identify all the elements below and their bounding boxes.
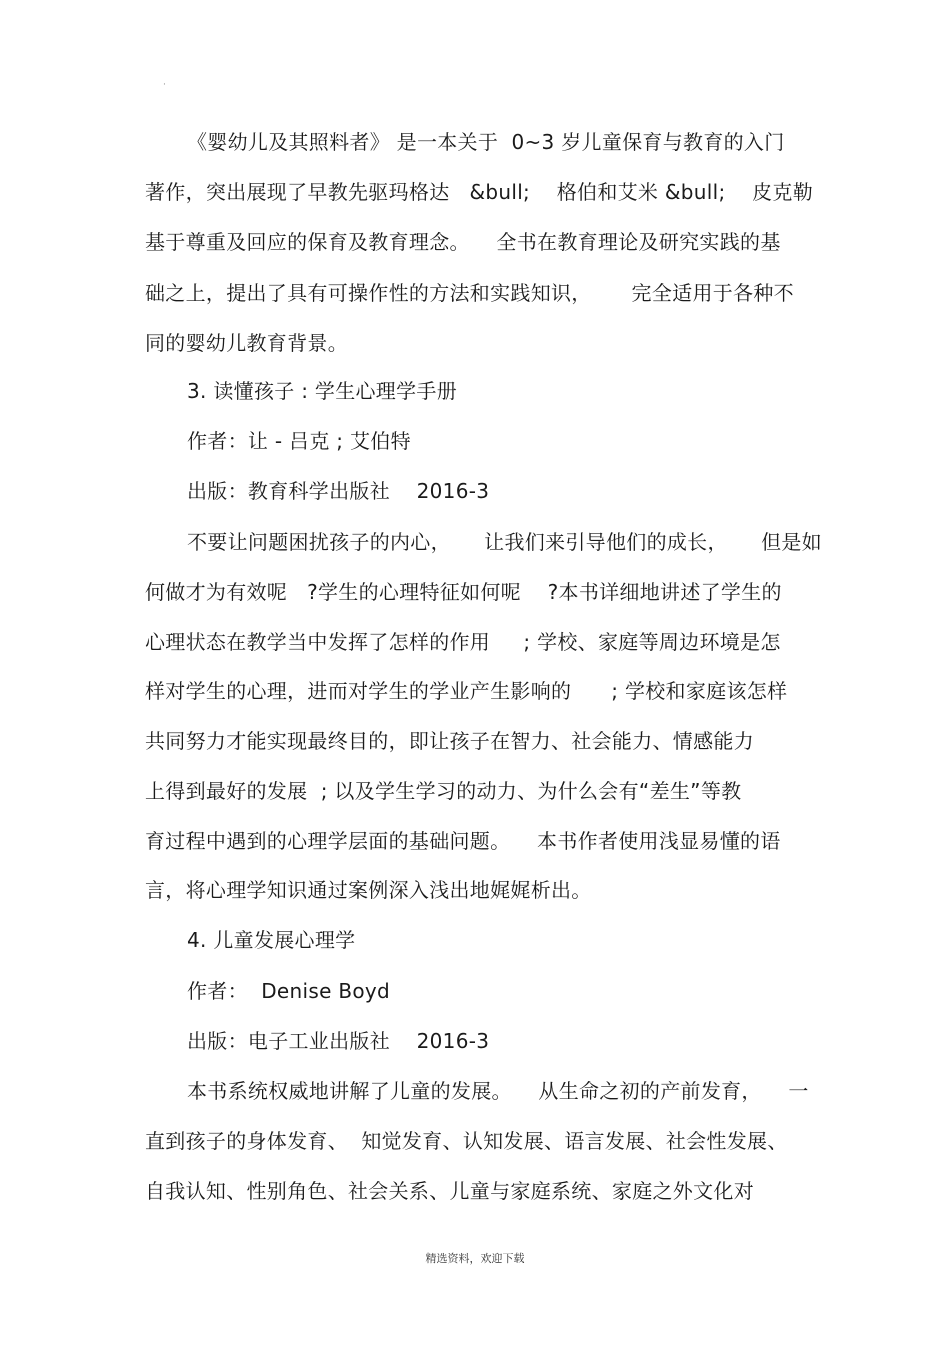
book-heading: 4. 儿童发展心理学 — [187, 928, 356, 952]
paragraph-line: 著作，突出展现了早教先驱玛格达 &bull; 格伯和艾米 &bull; 皮克勒 — [145, 180, 814, 204]
paragraph-line: 直到孩子的身体发育、 知觉发育、认知发展、语言发展、社会性发展、 — [145, 1129, 788, 1153]
paragraph-line: 共同努力才能实现最终目的，即让孩子在智力、社会能力、情感能力 — [145, 729, 754, 753]
paragraph-line: 言，将心理学知识通过案例深入浅出地娓娓析出。 — [145, 878, 592, 902]
paragraph-line: 育过程中遇到的心理学层面的基础问题。 本书作者使用浅显易懂的语 — [145, 829, 781, 853]
page-footer: 精选资料，欢迎下载 — [425, 1252, 525, 1265]
paragraph-line: 心理状态在教学当中发挥了怎样的作用 ; 学校、家庭等周边环境是怎 — [145, 630, 781, 654]
paragraph-line: 本书系统权威地讲解了儿童的发展。 从生命之初的产前发育， 一 — [187, 1079, 809, 1103]
paragraph-line: 不要让问题困扰孩子的内心， 让我们来引导他们的成长， 但是如 — [187, 530, 822, 554]
paragraph-line: 上得到最好的发展 ; 以及学生学习的动力、为什么会有“差生”等教 — [145, 779, 742, 803]
paragraph-line: 样对学生的心理，进而对学生的学业产生影响的 ; 学校和家庭该怎样 — [145, 679, 788, 703]
book-author: 作者：让 - 吕克 ; 艾伯特 — [187, 429, 411, 453]
book-publisher: 出版：电子工业出版社 2016-3 — [187, 1029, 490, 1053]
paragraph-line: 自我认知、性别角色、社会关系、儿童与家庭系统、家庭之外文化对 — [145, 1179, 754, 1203]
book-author: 作者： Denise Boyd — [187, 979, 391, 1003]
paragraph-line: 何做才为有效呢 ?学生的心理特征如何呢 ?本书详细地讲述了学生的 — [145, 580, 782, 604]
book-publisher: 出版：教育科学出版社 2016-3 — [187, 479, 490, 503]
paragraph-line: 同的婴幼儿教育背景。 — [145, 331, 348, 355]
paragraph-line: 础之上，提出了具有可操作性的方法和实践知识， 完全适用于各种不 — [145, 281, 794, 305]
paragraph-line: 《婴幼儿及其照料者》 是一本关于 0~3 岁儿童保育与教育的入门 — [187, 130, 785, 154]
paragraph-line: 基于尊重及回应的保育及教育理念。 全书在教育理论及研究实践的基 — [145, 230, 781, 254]
header-mark: · — [163, 80, 166, 90]
book-heading: 3. 读懂孩子 : 学生心理学手册 — [187, 379, 457, 403]
